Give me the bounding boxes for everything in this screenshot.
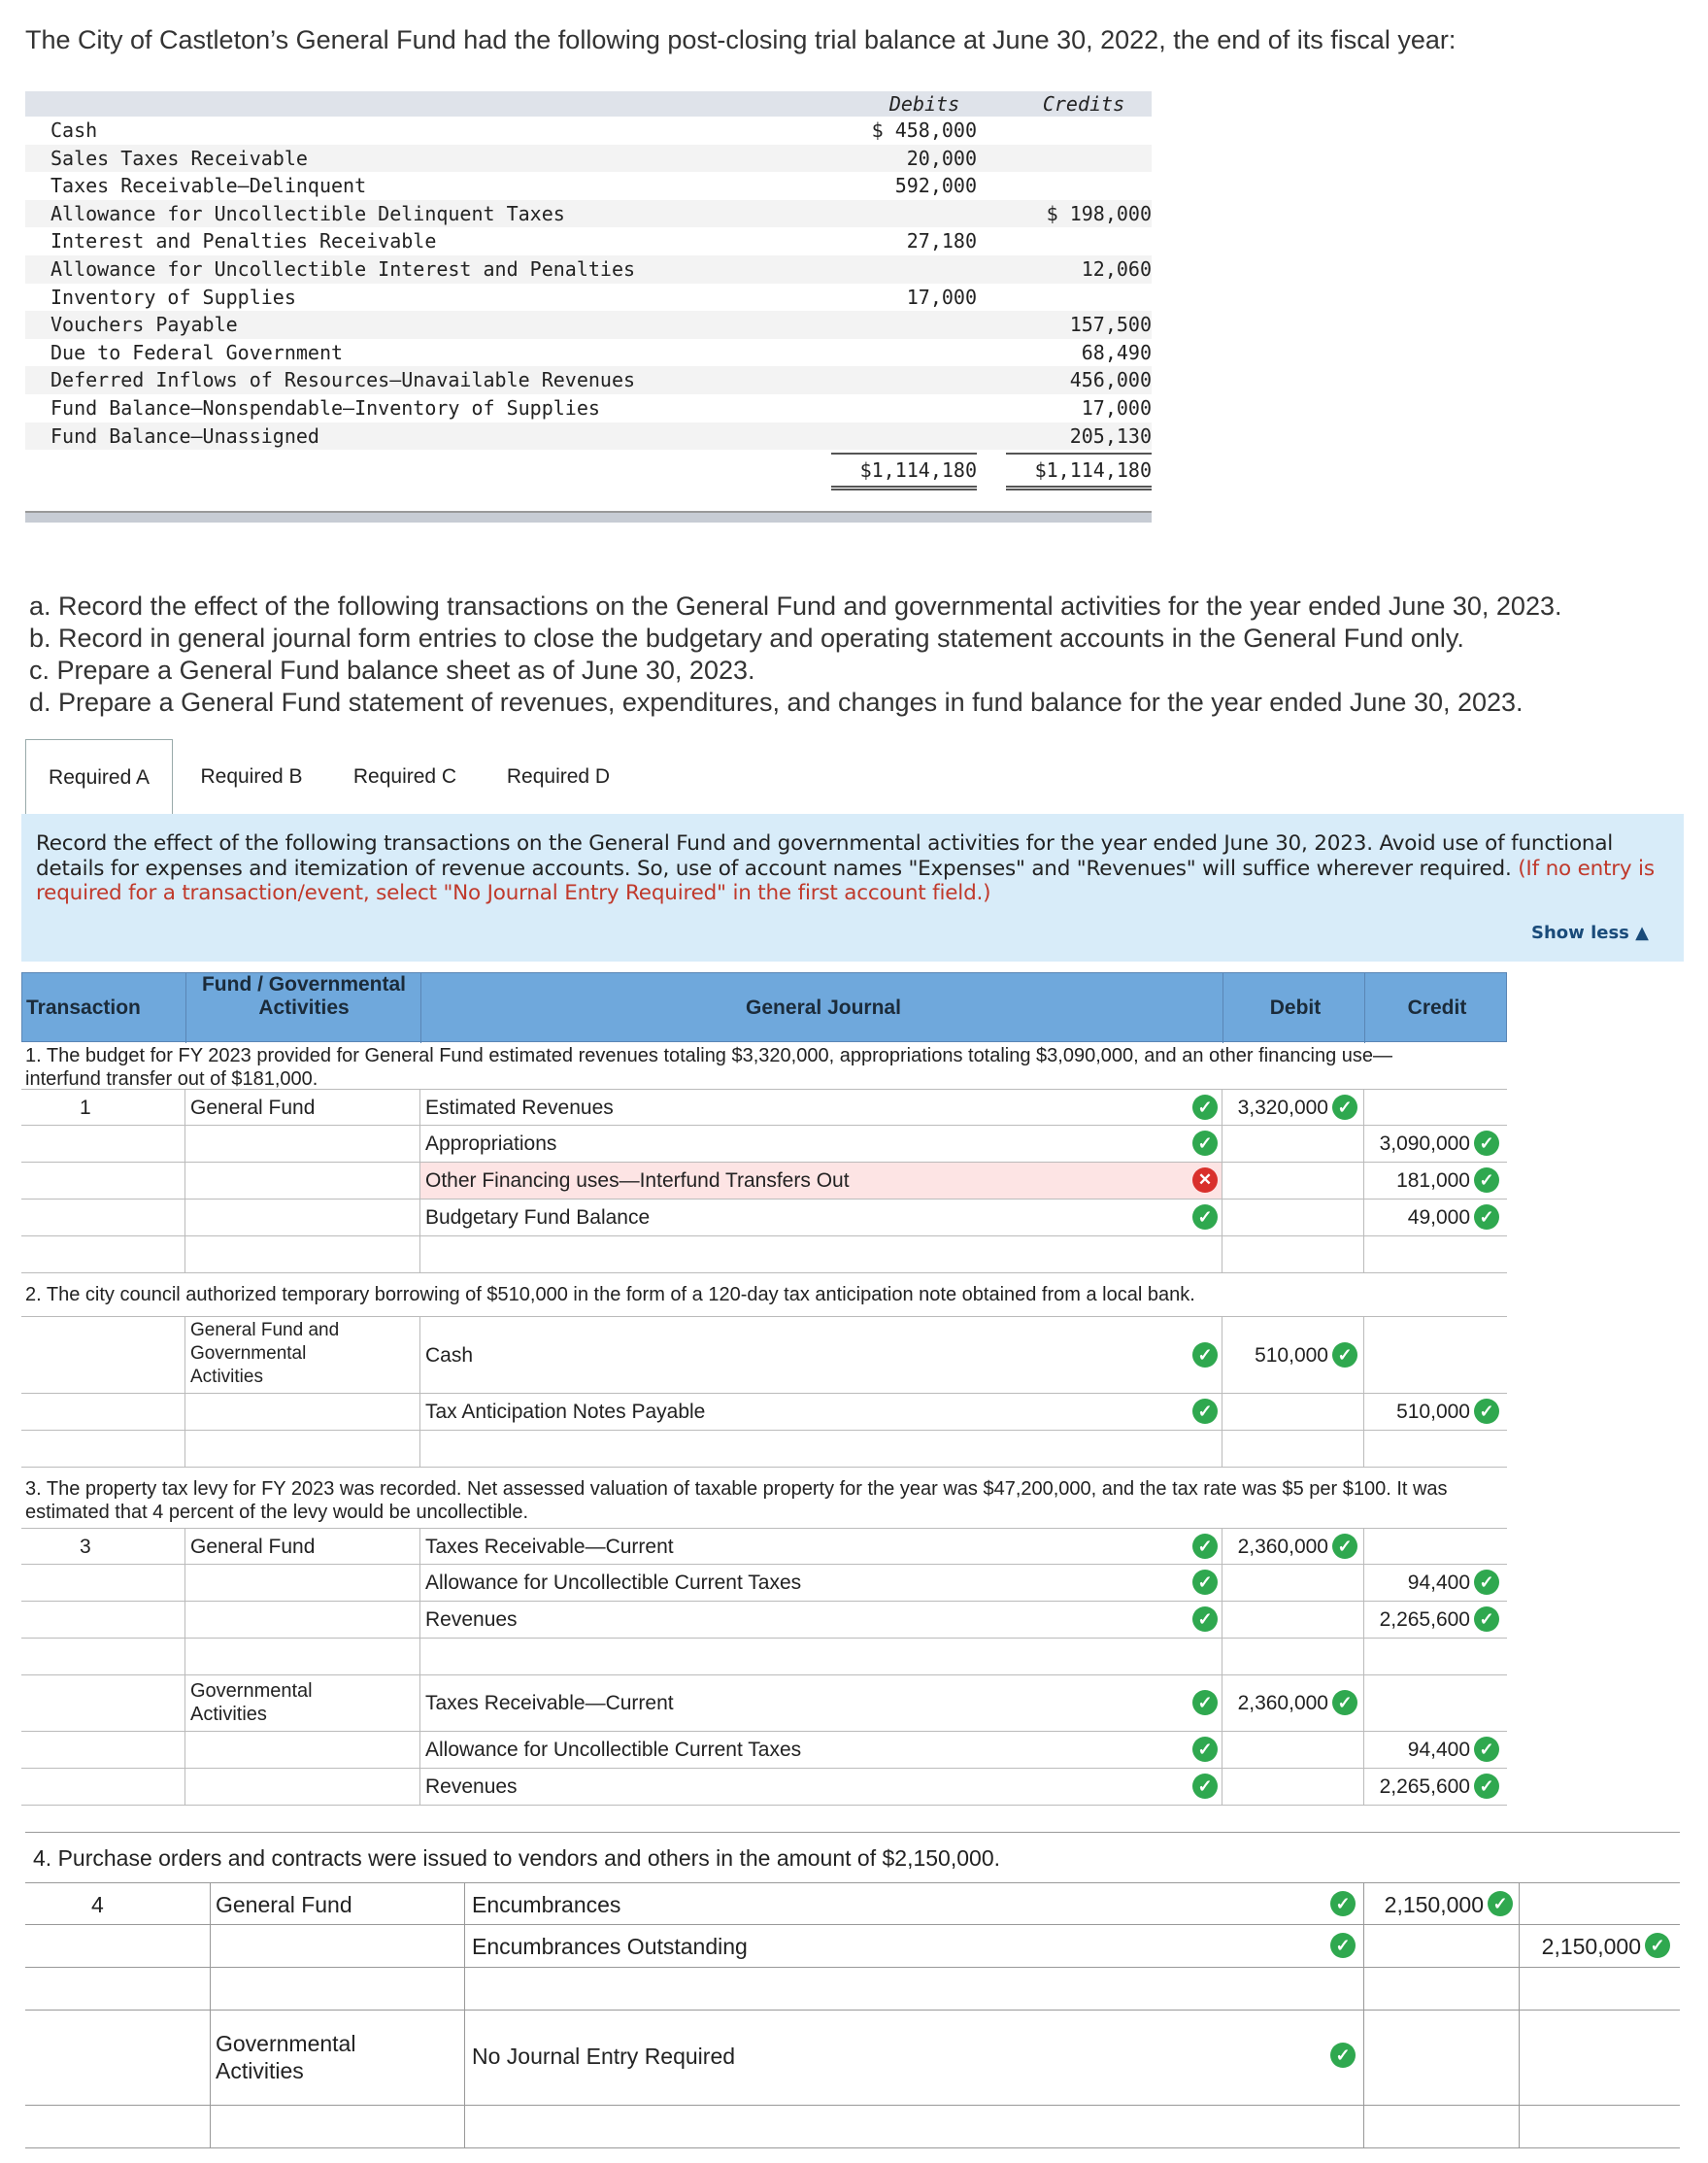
trial-balance-row xyxy=(25,145,1152,173)
credit-input[interactable]: 49,000 xyxy=(1407,1206,1470,1229)
transaction-header: Transaction xyxy=(26,997,141,1019)
debit-header: Debit xyxy=(1269,997,1322,1019)
credit-input[interactable]: 510,000 xyxy=(1396,1401,1470,1423)
journal-row xyxy=(25,2106,1680,2148)
instruction-panel xyxy=(21,814,1684,962)
check-icon: ✓ xyxy=(1192,1534,1218,1559)
journal-row xyxy=(21,1089,1507,1126)
account-name: Interest and Penalties Receivable xyxy=(50,229,437,253)
problem-intro: The City of Castleton’s General Fund had the following post-closing trial balance at June 30, 2022, the end of its fiscal year: xyxy=(25,25,1457,54)
account-select[interactable]: Taxes Receivable—Current xyxy=(425,1536,674,1558)
journal-header xyxy=(21,972,1507,1042)
transaction-4-block xyxy=(25,1832,1680,2163)
transaction-2-description: 2. The city council authorized temporary borrowing of $510,000 in the form of a 120-day tax anticipation note obtained from a local bank. xyxy=(25,1284,1195,1305)
trial-balance-total xyxy=(25,453,1152,481)
credit-amount: 205,130 xyxy=(1069,423,1152,448)
check-icon: ✓ xyxy=(1330,1933,1356,1958)
transaction-number: 3 xyxy=(80,1536,91,1558)
check-icon: ✓ xyxy=(1330,2043,1356,2068)
check-icon: ✓ xyxy=(1192,1204,1218,1230)
credits-header: Credits xyxy=(1042,92,1125,116)
trial-balance-row xyxy=(25,200,1152,228)
trial-balance-row xyxy=(25,366,1152,394)
credit-input[interactable]: 94,400 xyxy=(1407,1572,1470,1594)
tab-required-d[interactable]: Required D xyxy=(484,739,633,815)
journal-row xyxy=(21,1316,1507,1394)
fund-select[interactable]: Governmental Activities xyxy=(190,1680,313,1725)
panel-note: (If no entry is required for a transaction/event, select "No Journal Entry Required" in the first account field.) xyxy=(36,856,1655,905)
account-name: Allowance for Uncollectible Interest and Penalties xyxy=(50,257,636,281)
check-icon: ✓ xyxy=(1474,1399,1499,1424)
account-name: Fund Balance–Unassigned xyxy=(50,423,319,448)
trial-balance-row xyxy=(25,422,1152,451)
check-icon: ✓ xyxy=(1474,1737,1499,1762)
credit-amount: $ 198,000 xyxy=(1046,201,1152,225)
account-name: Sales Taxes Receivable xyxy=(50,146,308,170)
journal-row xyxy=(21,1565,1507,1602)
debit-amount: $ 458,000 xyxy=(871,118,977,142)
account-name: Allowance for Uncollectible Delinquent Taxes xyxy=(50,201,565,225)
journal-row xyxy=(21,1732,1507,1769)
account-select[interactable]: Revenues xyxy=(425,1608,518,1631)
debit-input[interactable]: 3,320,000 xyxy=(1237,1097,1328,1119)
credit-header: Credit xyxy=(1407,997,1467,1019)
check-icon: ✓ xyxy=(1192,1606,1218,1632)
header-divider xyxy=(420,973,421,1043)
requirements-list xyxy=(29,591,1562,719)
account-select[interactable]: Other Financing uses—Interfund Transfers Out xyxy=(425,1169,850,1192)
check-icon: ✓ xyxy=(1332,1534,1357,1559)
credit-input[interactable]: 181,000 xyxy=(1396,1169,1470,1192)
journal-row xyxy=(21,1163,1507,1200)
credit-input[interactable]: 94,400 xyxy=(1407,1739,1470,1761)
check-icon: ✓ xyxy=(1192,1737,1218,1762)
check-icon: ✓ xyxy=(1474,1570,1499,1595)
account-select[interactable]: Revenues xyxy=(425,1775,518,1798)
account-name: Due to Federal Government xyxy=(50,340,344,364)
transaction-number: 4 xyxy=(91,1892,104,1917)
fund-header: Fund / Governmental Activities xyxy=(201,973,407,1019)
header-divider xyxy=(1222,973,1223,1043)
trial-balance-row xyxy=(25,255,1152,284)
check-icon: ✓ xyxy=(1192,1131,1218,1156)
debit-amount: 592,000 xyxy=(894,174,977,198)
journal-row xyxy=(21,1236,1507,1273)
total-credit: $1,114,180 xyxy=(1006,453,1152,490)
account-select[interactable]: Estimated Revenues xyxy=(425,1097,614,1119)
fund-select[interactable]: General Fund xyxy=(190,1536,316,1558)
check-icon: ✓ xyxy=(1474,1167,1499,1193)
trial-balance-row xyxy=(25,117,1152,145)
tab-required-b[interactable]: Required B xyxy=(177,739,326,815)
journal-row xyxy=(21,1200,1507,1236)
table-bottom-bar xyxy=(25,511,1152,523)
check-icon: ✓ xyxy=(1192,1690,1218,1715)
check-icon: ✓ xyxy=(1192,1399,1218,1424)
panel-instruction: Record the effect of the following transactions on the General Fund and governmental activities for the year ended June 30, 2023. Avoid use of functional details for expenses and itemization of revenue accounts. So, use of account names "Expenses" and "Revenues" will suffice wherever required. xyxy=(36,831,1614,881)
account-select[interactable]: No Journal Entry Required xyxy=(472,2044,736,2069)
fund-select[interactable]: Governmental Activities xyxy=(216,2031,356,2083)
account-select[interactable]: Appropriations xyxy=(425,1132,557,1155)
account-select[interactable]: Allowance for Uncollectible Current Taxes xyxy=(425,1739,802,1761)
debits-header: Debits xyxy=(888,92,960,116)
account-name: Fund Balance–Nonspendable–Inventory of Supplies xyxy=(50,396,600,420)
check-icon: ✓ xyxy=(1192,1095,1218,1120)
journal-row xyxy=(21,1675,1507,1732)
account-name: Inventory of Supplies xyxy=(50,285,296,309)
trial-balance-row xyxy=(25,227,1152,255)
check-icon: ✓ xyxy=(1645,1933,1670,1958)
journal-row xyxy=(21,1394,1507,1431)
journal-row xyxy=(21,1769,1507,1806)
trial-balance-header xyxy=(25,91,1152,117)
journal-row xyxy=(21,1431,1507,1468)
debit-input[interactable]: 2,360,000 xyxy=(1237,1692,1328,1714)
account-name: Deferred Inflows of Resources–Unavailable Revenues xyxy=(50,368,636,392)
check-icon: ✓ xyxy=(1192,1774,1218,1799)
check-icon: ✓ xyxy=(1474,1774,1499,1799)
trial-balance-row xyxy=(25,284,1152,312)
debit-amount: 17,000 xyxy=(906,285,977,309)
check-icon: ✓ xyxy=(1192,1342,1218,1368)
fund-select[interactable]: General Fund xyxy=(216,1892,352,1917)
journal-row xyxy=(25,1968,1680,2011)
requirement-b: b. Record in general journal form entries to close the budgetary and operating statement accounts in the General Fund only. xyxy=(29,624,1464,653)
show-less-link[interactable]: Show less ▲ xyxy=(1531,923,1649,943)
check-icon: ✓ xyxy=(1474,1606,1499,1632)
journal-row xyxy=(25,1925,1680,1968)
requirement-a: a. Record the effect of the following transactions on the General Fund and governmental activities for the year ended June 30, 2023. xyxy=(29,591,1562,621)
account-select[interactable]: Encumbrances xyxy=(472,1892,621,1917)
trial-balance-row xyxy=(25,394,1152,422)
credit-input[interactable]: 3,090,000 xyxy=(1379,1132,1470,1155)
debit-input[interactable]: 510,000 xyxy=(1255,1344,1328,1367)
credit-input[interactable]: 2,265,600 xyxy=(1379,1775,1470,1798)
check-icon: ✓ xyxy=(1332,1342,1357,1368)
account-select[interactable]: Encumbrances Outstanding xyxy=(472,1934,748,1959)
debit-amount: 20,000 xyxy=(906,146,977,170)
account-name: Cash xyxy=(50,118,98,142)
check-icon: ✓ xyxy=(1330,1891,1356,1916)
transaction-4-description: 4. Purchase orders and contracts were issued to vendors and others in the amount of $2,150,000. xyxy=(33,1845,1000,1871)
header-divider xyxy=(1364,973,1365,1043)
x-icon: ✕ xyxy=(1192,1167,1218,1193)
tab-required-c[interactable]: Required C xyxy=(330,739,480,815)
credit-input[interactable]: 2,150,000 xyxy=(1541,1934,1641,1959)
trial-balance-row xyxy=(25,172,1152,200)
journal-row xyxy=(25,1882,1680,1925)
check-icon: ✓ xyxy=(1474,1204,1499,1230)
credit-amount: 456,000 xyxy=(1069,368,1152,392)
account-select[interactable]: Budgetary Fund Balance xyxy=(425,1206,651,1229)
credit-input[interactable]: 2,265,600 xyxy=(1379,1608,1470,1631)
account-name: Taxes Receivable–Delinquent xyxy=(50,174,367,198)
panel-text xyxy=(36,831,1677,906)
trial-balance-row xyxy=(25,311,1152,339)
account-name: Vouchers Payable xyxy=(50,313,238,337)
check-icon: ✓ xyxy=(1332,1095,1357,1120)
account-select[interactable]: Taxes Receivable—Current xyxy=(425,1692,674,1714)
debit-input[interactable]: 2,360,000 xyxy=(1237,1536,1328,1558)
total-debit: $1,114,180 xyxy=(831,453,977,490)
transaction-1-description: 1. The budget for FY 2023 provided for General Fund estimated revenues totaling $3,320,000, appropriations totaling $3,090,000, and an other financing use—interfund transfer out of $181,000. xyxy=(25,1045,1392,1090)
fund-select[interactable]: General Fund and Governmental Activities xyxy=(190,1320,340,1387)
account-select[interactable]: Tax Anticipation Notes Payable xyxy=(425,1401,706,1423)
journal-row xyxy=(21,1639,1507,1675)
general-journal-header: General Journal xyxy=(746,997,901,1019)
credit-amount: 12,060 xyxy=(1081,257,1152,281)
debit-amount: 27,180 xyxy=(906,229,977,253)
check-icon: ✓ xyxy=(1192,1570,1218,1595)
credit-amount: 157,500 xyxy=(1069,313,1152,337)
credit-amount: 17,000 xyxy=(1081,396,1152,420)
transaction-number: 1 xyxy=(80,1097,91,1119)
check-icon: ✓ xyxy=(1488,1891,1513,1916)
requirement-d: d. Prepare a General Fund statement of revenues, expenditures, and changes in fund balance for the year ended June 30, 2023. xyxy=(29,688,1524,717)
journal-row xyxy=(25,2011,1680,2106)
journal-row xyxy=(21,1602,1507,1639)
fund-select[interactable]: General Fund xyxy=(190,1097,316,1119)
transaction-3-description: 3. The property tax levy for FY 2023 was recorded. Net assessed valuation of taxable property for the year was $47,200,000, and the tax rate was $5 per $100. It was estimated that 4 percent of the levy would be uncollectible. xyxy=(25,1478,1448,1523)
journal-row xyxy=(21,1126,1507,1163)
account-select[interactable]: Cash xyxy=(425,1344,474,1367)
requirement-c: c. Prepare a General Fund balance sheet as of June 30, 2023. xyxy=(29,656,755,685)
debit-input[interactable]: 2,150,000 xyxy=(1384,1892,1484,1917)
tab-required-a[interactable]: Required A xyxy=(25,739,173,816)
journal-row xyxy=(21,1528,1507,1565)
account-select[interactable]: Allowance for Uncollectible Current Taxes xyxy=(425,1572,802,1594)
check-icon: ✓ xyxy=(1474,1131,1499,1156)
credit-amount: 68,490 xyxy=(1081,340,1152,364)
header-divider xyxy=(185,973,186,1043)
trial-balance-row xyxy=(25,339,1152,367)
check-icon: ✓ xyxy=(1332,1690,1357,1715)
